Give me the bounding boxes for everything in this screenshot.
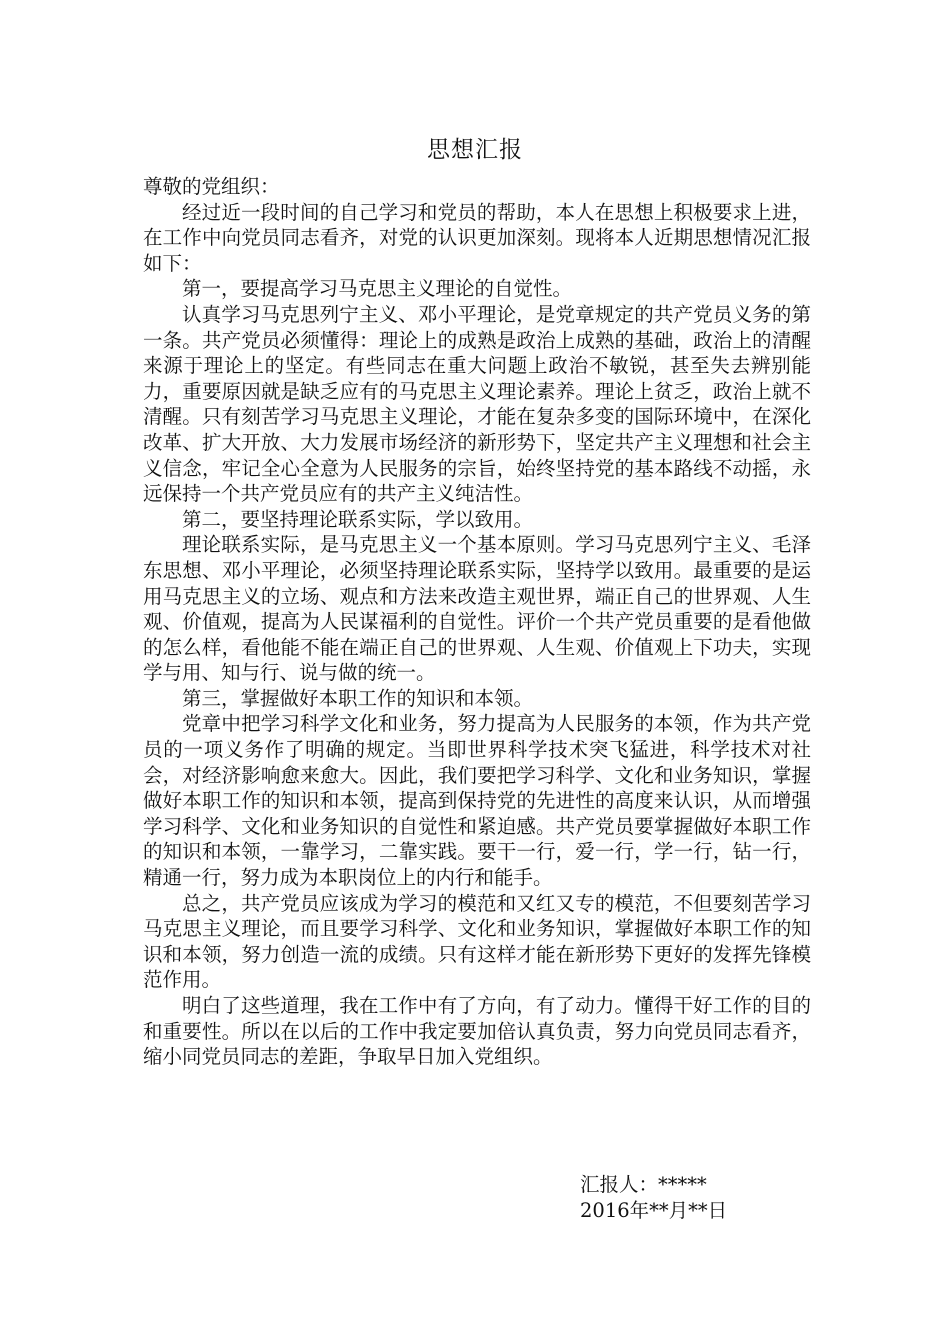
paragraph-point-3: 党章中把学习科学文化和业务，努力提高为人民服务的本领，作为共产党员的一项义务作了明确的规定。当即世界科学技术突飞猛进，科学技术对社会，对经济影响愈来愈大。因此，我们要把学习科学、文化和业务知识，掌握做好本职工作的知识和本领，提高到保持党的先进性的高度来认识，从而增强学习科学、文化和业务知识的自觉性和紧迫感。共产党员要掌握做好本职工作的知识和本领，一靠学习，二靠实践。要干一行，爱一行，学一行，钻一行，精通一行，努力成为本职岗位上的内行和能手。: [143, 712, 811, 890]
signature-block: [580, 1172, 880, 1223]
paragraph-point-2: 理论联系实际，是马克思主义一个基本原则。学习马克思列宁主义、毛泽东思想、邓小平理论，必须坚持理论联系实际，坚持学以致用。最重要的是运用马克思主义的立场、观点和方法来改造主观世界，端正自己的世界观、人生观、价值观，提高为人民谋福利的自觉性。评价一个共产党员重要的是看他做的怎么样，看他能不能在端正自己的世界观、人生观、价值观上下功夫，实现学与用、知与行、说与做的统一。: [143, 533, 811, 685]
paragraph-conclusion: 明白了这些道理，我在工作中有了方向，有了动力。懂得干好工作的目的和重要性。所以在以后的工作中我定要加倍认真负责，努力向党员同志看齐，缩小同党员同志的差距，争取早日加入党组织。: [143, 994, 811, 1069]
report-date: 2016年**月**日: [580, 1198, 728, 1222]
document-body: [143, 174, 811, 1070]
reporter-name: 汇报人：*****: [580, 1173, 707, 1196]
salutation: 尊敬的党组织：: [143, 175, 280, 198]
heading-point-3: 第三，掌握做好本职工作的知识和本领。: [182, 686, 534, 710]
paragraph-point-1: 认真学习马克思列宁主义、邓小平理论，是党章规定的共产党员义务的第一条。共产党员必须懂得：理论上的成熟是政治上成熟的基础，政治上的清醒来源于理论上的坚定。有些同志在重大问题上政治不敏锐，甚至失去辨别能力，重要原因就是缺乏应有的马克思主义理论素养。理论上贫乏，政治上就不清醒。只有刻苦学习马克思主义理论，才能在复杂多变的国际环境中，在深化改革、扩大开放、大力发展市场经济的新形势下，坚定共产主义理想和社会主义信念，牢记全心全意为人民服务的宗旨，始终坚持党的基本路线不动摇，永远保持一个共产党员应有的共产主义纯洁性。: [143, 302, 811, 506]
heading-point-2: 第二，要坚持理论联系实际，学以致用。: [182, 507, 534, 531]
document-title: 思想汇报: [427, 137, 523, 163]
paragraph-summary: 总之，共产党员应该成为学习的模范和又红又专的模范，不但要刻苦学习马克思主义理论，而且要学习科学、文化和业务知识，掌握做好本职工作的知识和本领，努力创造一流的成绩。只有这样才能在新形势下更好的发挥先锋模范作用。: [143, 891, 811, 992]
paragraph-intro: 经过近一段时间的自己学习和党员的帮助，本人在思想上积极要求上进，在工作中向党员同志看齐，对党的认识更加深刻。现将本人近期思想情况汇报如下：: [143, 200, 811, 275]
heading-point-1: 第一，要提高学习马克思主义理论的自觉性。: [182, 277, 573, 301]
